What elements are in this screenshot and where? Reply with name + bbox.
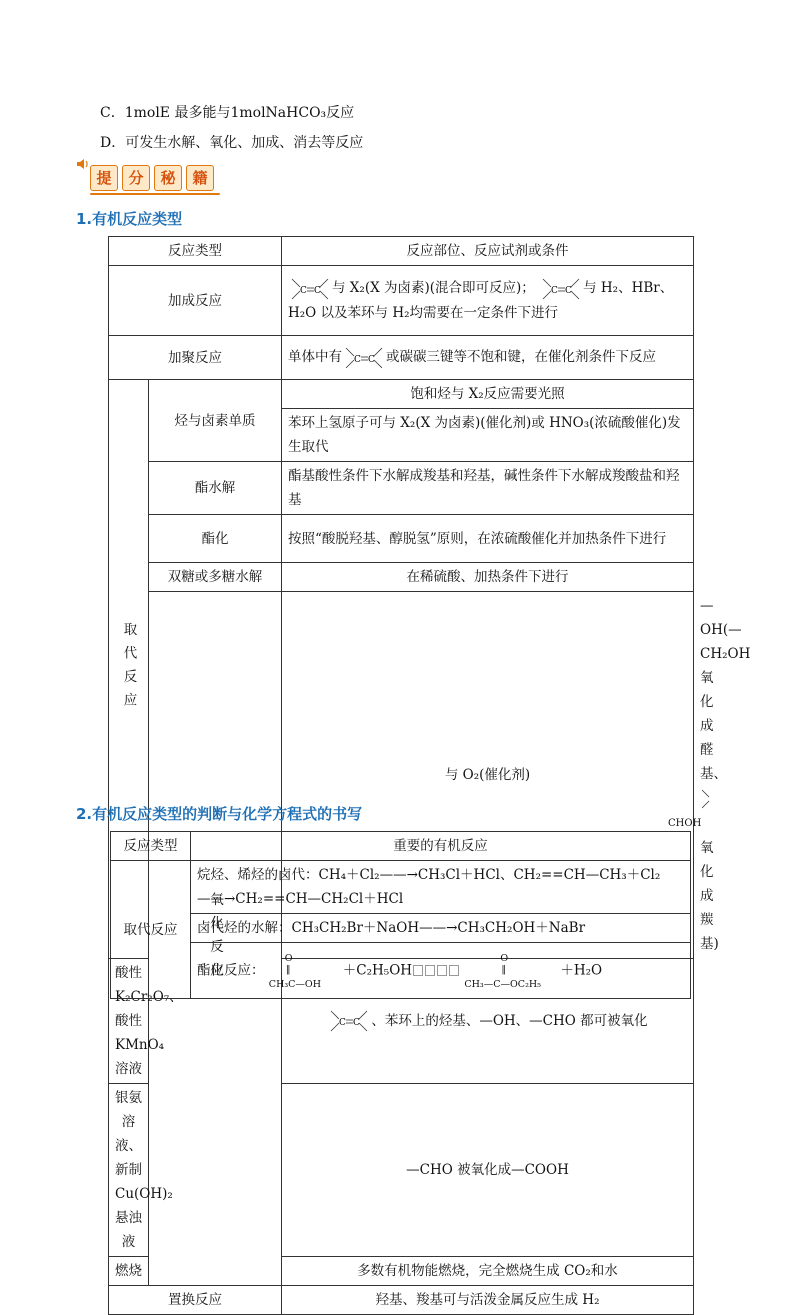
t2-r3 — [191, 943, 691, 999]
arrow-placeholder — [449, 965, 459, 976]
replace-desc: 羟基、羧基可与活泼金属反应生成 H₂ — [282, 1286, 694, 1315]
add-desc — [282, 266, 694, 336]
silver-desc: —CHO 被氧化成—COOH — [282, 1084, 694, 1257]
t2-r2: 卤代烃的水解：CH₃CH₂Br＋NaOH——→CH₃CH₂OH＋NaBr — [191, 914, 691, 943]
t2-r3-suffix: ＋H₂O — [560, 962, 603, 978]
halogen-r1: 饱和烃与 X₂反应需要光照 — [282, 380, 694, 409]
add-text-2: 与 H₂、HBr、H₂O 以及苯环与 H₂均需要在一定条件下进行 — [288, 280, 674, 321]
cc-double-bond-icon — [342, 346, 386, 370]
speaker-icon — [76, 157, 90, 171]
replace-label: 置换反应 — [109, 1286, 282, 1315]
o2-text-1: —OH(—CH₂OH 氧化成醛基、 — [700, 598, 751, 782]
choh-structure — [700, 788, 742, 810]
ester-structure — [464, 949, 560, 993]
reaction-equations-table — [110, 831, 691, 999]
svg-text:C: C — [339, 1018, 347, 1029]
ester-dbl: ‖ — [501, 963, 507, 975]
add-text-1: 与 X₂(X 为卤素)(混合即可反应)； — [332, 280, 535, 297]
t2-r1: 烷烃、烯烃的卤代：CH₄＋Cl₂——→CH₃Cl＋HCl、CH₂==CH—CH₃＋Cl₂——→CH₂==CH—CH₂Cl＋HCl — [191, 861, 691, 914]
banner-underline — [90, 193, 220, 195]
t2-header-rxn: 重要的有机反应 — [191, 832, 691, 861]
svg-text:C: C — [353, 1018, 361, 1029]
acid-body: CH₃C—OH — [268, 978, 322, 990]
burn-label: 燃烧 — [109, 1257, 149, 1286]
choh-text: CHOH — [668, 818, 702, 829]
ester-o: O — [500, 952, 509, 964]
banner-char: 分 — [122, 165, 150, 191]
t2-r3-prefix: 酯化反应： — [197, 962, 265, 978]
acid-structure — [269, 949, 343, 993]
svg-text:C: C — [551, 285, 558, 296]
poly-text-2: 或碳碳三键等不饱和键，在催化剂条件下反应 — [386, 349, 656, 366]
svg-text:C: C — [314, 285, 321, 296]
tips-banner — [76, 157, 236, 197]
ester-hyd-label: 酯水解 — [149, 462, 282, 515]
poly-text-1: 单体中有 — [288, 349, 342, 366]
esterify-desc: 按照“酸脱羟基、醇脱氢”原则，在浓硫酸催化并加热条件下进行 — [282, 515, 694, 563]
kmno4-label: 酸性 K₂Cr₂O₇、酸性 KMnO₄溶液 — [109, 959, 149, 1084]
section1-title: 1.有机反应类型 — [76, 210, 183, 228]
arrow-placeholder — [437, 965, 447, 976]
ox-group-label: 氧化反应 — [149, 592, 282, 1286]
poly-label: 加聚反应 — [109, 336, 282, 380]
poly-desc — [282, 336, 694, 380]
header-type: 反应类型 — [109, 237, 282, 266]
cc-double-bond-icon — [288, 277, 332, 301]
o2-label: 与 O₂(催化剂) — [282, 592, 694, 959]
halogen-label: 烃与卤素单质 — [149, 380, 282, 462]
acid-dbl: ‖ — [285, 963, 291, 975]
svg-text:C: C — [368, 354, 375, 365]
add-label: 加成反应 — [109, 266, 282, 336]
svg-text:C: C — [300, 285, 307, 296]
cc-double-bond-icon — [539, 277, 583, 301]
silver-label: 银氨溶液、新制 Cu(OH)₂悬浊液 — [109, 1084, 149, 1257]
ester-hyd-desc: 酯基酸性条件下水解成羧基和羟基，碱性条件下水解成羧酸盐和羟基 — [282, 462, 694, 515]
arrow-placeholder — [425, 965, 435, 976]
esterify-label: 酯化 — [149, 515, 282, 563]
sub-group-label: 取代反应 — [109, 380, 149, 959]
sugar-desc: 在稀硫酸、加热条件下进行 — [282, 563, 694, 592]
halogen-r2: 苯环上氢原子可与 X₂(X 为卤素)(催化剂)或 HNO₃(浓硫酸催化)发生取代 — [282, 409, 694, 462]
t2-r3-mid: ＋C₂H₅OH — [342, 962, 413, 978]
kmno4-text: 、苯环上的烃基、—OH、—CHO 都可被氧化 — [371, 1012, 648, 1029]
arrow-placeholder — [413, 965, 423, 976]
burn-desc: 多数有机物能燃烧，完全燃烧生成 CO₂和水 — [282, 1257, 694, 1286]
banner-char: 籍 — [186, 165, 214, 191]
o2-text-2: 氧化成羰基) — [700, 840, 719, 952]
svg-text:C: C — [354, 354, 361, 365]
option-d: D．可发生水解、氧化、加成、消去等反应 — [100, 135, 364, 151]
banner-char: 秘 — [154, 165, 182, 191]
banner-char: 提 — [90, 165, 118, 191]
svg-text:C: C — [565, 285, 572, 296]
reaction-types-table — [108, 236, 751, 1315]
acid-o: O — [284, 952, 293, 964]
section2-title: 2.有机反应类型的判断与化学方程式的书写 — [76, 805, 363, 823]
header-cond: 反应部位、反应试剂或条件 — [282, 237, 694, 266]
t2-header-type: 反应类型 — [111, 832, 191, 861]
sugar-label: 双糖或多糖水解 — [149, 563, 282, 592]
ester-body: CH₃—C—OC₂H₅ — [464, 978, 541, 990]
option-c: C．1molE 最多能与1molNaHCO₃反应 — [100, 105, 355, 121]
cc-double-bond-icon — [327, 1009, 371, 1033]
t2-sub-label: 取代反应 — [111, 861, 191, 999]
